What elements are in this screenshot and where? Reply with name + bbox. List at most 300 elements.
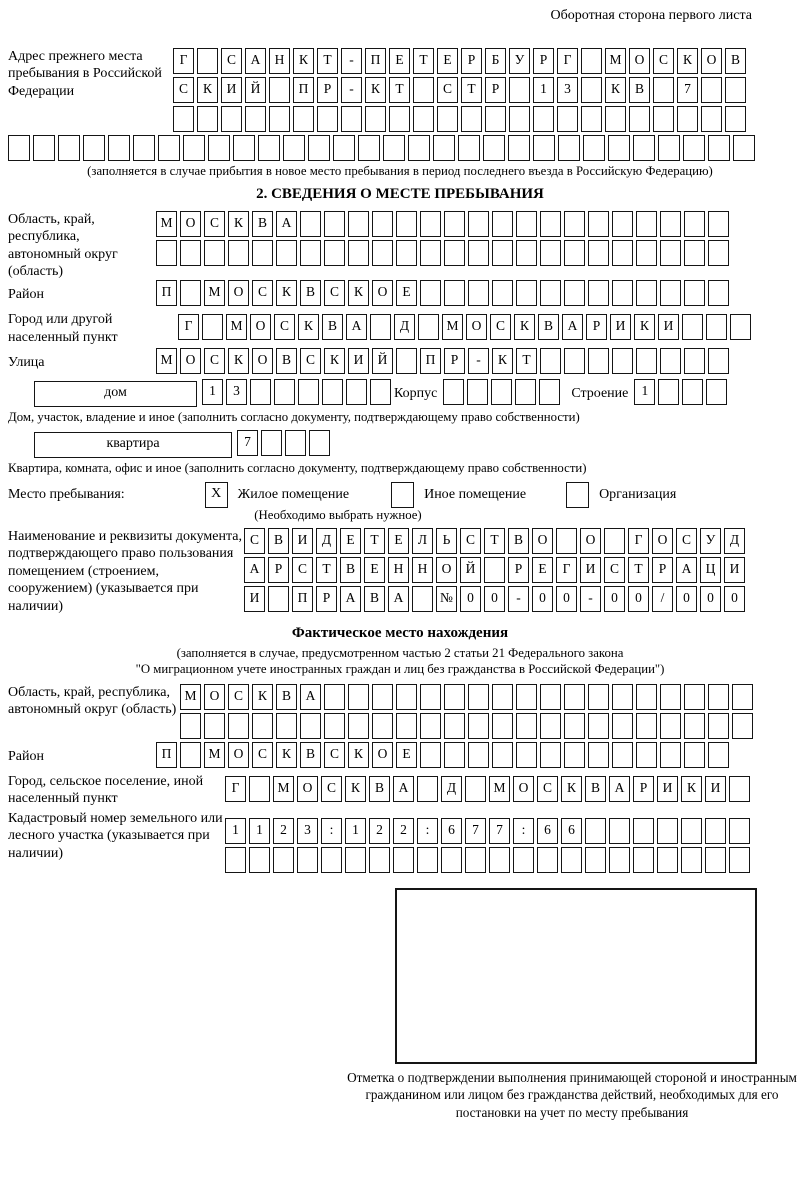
char-cell <box>317 106 338 132</box>
char-cell: А <box>300 684 321 710</box>
char-cell: К <box>293 48 314 74</box>
char-cell <box>564 211 585 237</box>
char-cell <box>492 742 513 768</box>
char-cell: К <box>365 77 386 103</box>
char-cell <box>348 713 369 739</box>
char-cell: В <box>300 742 321 768</box>
char-cell <box>564 240 585 266</box>
char-cell: К <box>228 348 249 374</box>
char-cell <box>261 430 282 456</box>
char-cell: П <box>156 280 177 306</box>
char-cell <box>533 106 554 132</box>
char-cell <box>629 106 650 132</box>
char-cell <box>636 280 657 306</box>
char-cell: Ц <box>700 557 721 583</box>
char-cell <box>588 240 609 266</box>
char-cell: С <box>321 776 342 802</box>
char-cell <box>420 240 441 266</box>
char-cell: Г <box>557 48 578 74</box>
char-cell <box>540 348 561 374</box>
char-cell <box>564 742 585 768</box>
char-cell <box>708 240 729 266</box>
char-cell: Р <box>444 348 465 374</box>
char-cell: 0 <box>604 586 625 612</box>
char-cell <box>701 106 722 132</box>
char-cell: К <box>324 348 345 374</box>
char-cell <box>233 135 255 161</box>
char-cell <box>245 106 266 132</box>
char-cell: - <box>508 586 529 612</box>
char-cell: С <box>292 557 313 583</box>
char-cell: А <box>393 776 414 802</box>
char-cell <box>108 135 130 161</box>
char-cell <box>180 742 201 768</box>
char-cell <box>221 106 242 132</box>
char-cell: К <box>634 314 655 340</box>
char-cell: С <box>204 211 225 237</box>
char-cell <box>408 135 430 161</box>
char-cell <box>556 528 577 554</box>
cadastre-label: Кадастровый номер земельного или лесного участка (указывается при наличии) <box>8 810 223 861</box>
stay-type-caption: (Необходимо выбрать нужное) <box>254 508 422 523</box>
char-cell <box>300 713 321 739</box>
prev-address-row-3 <box>173 106 749 132</box>
char-cell <box>396 713 417 739</box>
char-cell <box>561 847 582 873</box>
char-cell <box>444 240 465 266</box>
char-cell <box>682 314 703 340</box>
char-cell: 0 <box>460 586 481 612</box>
char-cell: А <box>676 557 697 583</box>
char-cell: 6 <box>537 818 558 844</box>
char-cell <box>684 742 705 768</box>
char-cell <box>605 106 626 132</box>
char-cell: А <box>244 557 265 583</box>
korpus-cells <box>443 379 563 405</box>
char-cell <box>681 818 702 844</box>
char-cell <box>708 684 729 710</box>
char-cell <box>588 742 609 768</box>
char-cell: А <box>562 314 583 340</box>
char-cell: И <box>610 314 631 340</box>
char-cell <box>444 713 465 739</box>
char-cell <box>706 379 727 405</box>
checkbox-residential: X <box>205 482 228 508</box>
char-cell <box>633 818 654 844</box>
char-cell <box>83 135 105 161</box>
char-cell <box>467 379 488 405</box>
char-cell <box>516 684 537 710</box>
char-cell: М <box>204 280 225 306</box>
char-cell: А <box>609 776 630 802</box>
char-cell <box>492 713 513 739</box>
district-block <box>8 280 792 309</box>
char-cell: У <box>700 528 721 554</box>
char-cell <box>484 557 505 583</box>
char-cell <box>413 77 434 103</box>
cadastre-block <box>8 810 792 876</box>
district-label: Район <box>8 287 44 303</box>
char-cell: А <box>276 211 297 237</box>
char-cell <box>389 106 410 132</box>
char-cell <box>348 211 369 237</box>
char-cell <box>516 280 537 306</box>
char-cell: В <box>725 48 746 74</box>
char-cell: Р <box>485 77 506 103</box>
char-cell <box>540 742 561 768</box>
char-cell <box>708 211 729 237</box>
char-cell: М <box>442 314 463 340</box>
district-row <box>156 280 732 306</box>
char-cell: В <box>340 557 361 583</box>
char-cell: И <box>348 348 369 374</box>
char-cell: О <box>532 528 553 554</box>
char-cell <box>588 713 609 739</box>
char-cell <box>725 106 746 132</box>
char-cell <box>396 211 417 237</box>
char-cell: 3 <box>557 77 578 103</box>
char-cell: Д <box>394 314 415 340</box>
char-cell: В <box>585 776 606 802</box>
char-cell <box>660 684 681 710</box>
char-cell: Т <box>413 48 434 74</box>
stroenie-cells <box>634 379 730 405</box>
char-cell <box>588 211 609 237</box>
char-cell <box>516 742 537 768</box>
region-row-1 <box>156 211 732 237</box>
char-cell: М <box>605 48 626 74</box>
char-cell <box>537 847 558 873</box>
char-cell: 6 <box>561 818 582 844</box>
char-cell <box>412 586 433 612</box>
char-cell <box>324 211 345 237</box>
char-cell: С <box>490 314 511 340</box>
char-cell <box>308 135 330 161</box>
char-cell <box>204 713 225 739</box>
char-cell <box>208 135 230 161</box>
char-cell: О <box>466 314 487 340</box>
char-cell <box>228 240 249 266</box>
char-cell <box>461 106 482 132</box>
char-cell <box>268 586 289 612</box>
house-field-box: дом <box>34 381 197 407</box>
char-cell: С <box>274 314 295 340</box>
char-cell <box>660 240 681 266</box>
section2-title: 2. СВЕДЕНИЯ О МЕСТЕ ПРЕБЫВАНИЯ <box>256 185 544 202</box>
char-cell: И <box>657 776 678 802</box>
char-cell <box>653 77 674 103</box>
char-cell: Р <box>268 557 289 583</box>
char-cell <box>252 240 273 266</box>
char-cell <box>285 430 306 456</box>
char-cell: С <box>252 280 273 306</box>
char-cell: С <box>437 77 458 103</box>
option-other-premises-label: Иное помещение <box>424 486 527 502</box>
char-cell: В <box>276 348 297 374</box>
char-cell: С <box>221 48 242 74</box>
char-cell <box>684 240 705 266</box>
char-cell <box>225 847 246 873</box>
char-cell <box>437 106 458 132</box>
char-cell <box>370 379 391 405</box>
char-cell <box>492 684 513 710</box>
char-cell: А <box>388 586 409 612</box>
char-cell: К <box>197 77 218 103</box>
char-cell <box>489 847 510 873</box>
char-cell <box>539 379 560 405</box>
actual-location-title: Фактическое место нахождения <box>291 625 509 642</box>
char-cell: К <box>228 211 249 237</box>
char-cell <box>585 818 606 844</box>
char-cell <box>298 379 319 405</box>
stay-type-label: Место пребывания: <box>8 486 125 502</box>
char-cell <box>705 818 726 844</box>
char-cell: Г <box>225 776 246 802</box>
char-cell: : <box>513 818 534 844</box>
char-cell <box>8 135 30 161</box>
char-cell: В <box>369 776 390 802</box>
char-cell <box>58 135 80 161</box>
actual-region-row-1 <box>180 684 756 710</box>
char-cell <box>658 379 679 405</box>
char-cell <box>418 314 439 340</box>
apartment-block <box>8 430 792 459</box>
char-cell: С <box>204 348 225 374</box>
char-cell <box>636 684 657 710</box>
char-cell <box>444 684 465 710</box>
actual-region-block <box>8 684 792 742</box>
char-cell <box>509 77 530 103</box>
char-cell <box>681 847 702 873</box>
char-cell <box>604 528 625 554</box>
char-cell <box>202 314 223 340</box>
char-cell <box>636 240 657 266</box>
actual-region-cells <box>180 684 756 742</box>
char-cell: - <box>341 77 362 103</box>
char-cell <box>588 280 609 306</box>
char-cell: Е <box>364 557 385 583</box>
char-cell <box>508 135 530 161</box>
char-cell <box>581 77 602 103</box>
char-cell: М <box>204 742 225 768</box>
char-cell <box>609 847 630 873</box>
char-cell: М <box>226 314 247 340</box>
char-cell <box>730 314 751 340</box>
char-cell: Л <box>412 528 433 554</box>
char-cell <box>420 713 441 739</box>
char-cell <box>297 847 318 873</box>
document-cells <box>244 528 748 615</box>
char-cell <box>180 240 201 266</box>
char-cell: 7 <box>237 430 258 456</box>
char-cell: И <box>724 557 745 583</box>
char-cell <box>468 240 489 266</box>
city-row <box>178 314 754 340</box>
char-cell <box>468 713 489 739</box>
char-cell: С <box>537 776 558 802</box>
char-cell: 1 <box>249 818 270 844</box>
char-cell <box>540 280 561 306</box>
char-cell <box>372 240 393 266</box>
char-cell <box>333 135 355 161</box>
char-cell <box>346 379 367 405</box>
char-cell: Д <box>724 528 745 554</box>
char-cell: 0 <box>676 586 697 612</box>
document-row-1 <box>244 528 748 554</box>
char-cell <box>443 379 464 405</box>
char-cell <box>417 776 438 802</box>
char-cell: О <box>436 557 457 583</box>
house-number-cells <box>202 379 394 405</box>
char-cell: С <box>653 48 674 74</box>
char-cell: - <box>580 586 601 612</box>
char-cell: О <box>228 742 249 768</box>
char-cell: М <box>156 348 177 374</box>
char-cell: Р <box>461 48 482 74</box>
char-cell: В <box>322 314 343 340</box>
char-cell <box>708 135 730 161</box>
char-cell <box>324 713 345 739</box>
char-cell <box>660 211 681 237</box>
char-cell: С <box>604 557 625 583</box>
char-cell <box>269 77 290 103</box>
char-cell <box>533 135 555 161</box>
char-cell <box>705 847 726 873</box>
char-cell <box>133 135 155 161</box>
char-cell <box>372 211 393 237</box>
char-cell: Й <box>372 348 393 374</box>
region-label: Область, край, республика, автономный округ (область) <box>8 211 118 280</box>
char-cell: : <box>417 818 438 844</box>
char-cell: 6 <box>441 818 462 844</box>
char-cell <box>732 713 753 739</box>
char-cell: П <box>156 742 177 768</box>
char-cell <box>684 348 705 374</box>
char-cell: К <box>514 314 535 340</box>
confirmation-stamp-note: Отметка о подтверждении выполнения принимающей стороной и иностранным гражданином или лицом без гражданства действий, необходимых для его постановки на учет по месту пребывания <box>347 1069 797 1120</box>
char-cell <box>585 847 606 873</box>
apartment-field-box: квартира <box>34 432 232 458</box>
char-cell <box>396 348 417 374</box>
actual-district-block <box>8 742 792 771</box>
char-cell <box>420 684 441 710</box>
char-cell <box>612 240 633 266</box>
char-cell: К <box>561 776 582 802</box>
char-cell <box>612 713 633 739</box>
char-cell: В <box>508 528 529 554</box>
char-cell: К <box>345 776 366 802</box>
char-cell <box>657 847 678 873</box>
char-cell <box>33 135 55 161</box>
city-block <box>8 311 792 346</box>
document-row-2 <box>244 557 748 583</box>
apartment-cells <box>237 430 333 456</box>
char-cell <box>684 211 705 237</box>
char-cell <box>583 135 605 161</box>
char-cell <box>732 684 753 710</box>
char-cell <box>658 135 680 161</box>
char-cell: 1 <box>202 379 223 405</box>
actual-district-label: Район <box>8 748 44 764</box>
actual-location-caption-2: "О миграционном учете иностранных граждан и лиц без гражданства в Российской Федерации") <box>135 662 665 677</box>
char-cell <box>417 847 438 873</box>
char-cell: 0 <box>484 586 505 612</box>
char-cell <box>358 135 380 161</box>
char-cell <box>183 135 205 161</box>
confirmation-stamp-box <box>395 888 757 1064</box>
char-cell: О <box>372 742 393 768</box>
char-cell: О <box>180 211 201 237</box>
char-cell <box>348 240 369 266</box>
prev-address-row-1 <box>173 48 749 74</box>
char-cell <box>420 280 441 306</box>
char-cell: О <box>180 348 201 374</box>
char-cell: Е <box>532 557 553 583</box>
char-cell: Е <box>340 528 361 554</box>
region-cells <box>156 211 732 269</box>
char-cell: Б <box>485 48 506 74</box>
char-cell <box>483 135 505 161</box>
char-cell: Е <box>388 528 409 554</box>
actual-city-row <box>225 776 753 802</box>
char-cell <box>729 776 750 802</box>
char-cell: В <box>276 684 297 710</box>
document-block <box>8 528 792 615</box>
char-cell <box>653 106 674 132</box>
char-cell <box>708 742 729 768</box>
char-cell <box>564 348 585 374</box>
char-cell <box>657 818 678 844</box>
char-cell: 2 <box>273 818 294 844</box>
char-cell <box>492 280 513 306</box>
char-cell <box>588 348 609 374</box>
house-caption: Дом, участок, владение и иное (заполнить согласно документу, подтверждающему право собственности) <box>8 410 580 425</box>
char-cell: 0 <box>532 586 553 612</box>
char-cell <box>581 48 602 74</box>
char-cell: К <box>348 742 369 768</box>
prev-address-row-2 <box>173 77 749 103</box>
char-cell: П <box>292 586 313 612</box>
char-cell: М <box>180 684 201 710</box>
char-cell: 2 <box>369 818 390 844</box>
char-cell <box>465 847 486 873</box>
char-cell <box>365 106 386 132</box>
house-block <box>8 379 792 408</box>
char-cell: 1 <box>533 77 554 103</box>
char-cell <box>564 684 585 710</box>
char-cell: В <box>629 77 650 103</box>
char-cell: 0 <box>628 586 649 612</box>
char-cell <box>540 211 561 237</box>
char-cell: И <box>221 77 242 103</box>
char-cell: К <box>348 280 369 306</box>
char-cell <box>441 847 462 873</box>
char-cell <box>581 106 602 132</box>
char-cell: П <box>420 348 441 374</box>
char-cell: Р <box>652 557 673 583</box>
char-cell: О <box>701 48 722 74</box>
option-residential-label: Жилое помещение <box>237 486 350 502</box>
char-cell <box>249 776 270 802</box>
street-block <box>8 348 792 377</box>
char-cell: М <box>273 776 294 802</box>
char-cell: Р <box>533 48 554 74</box>
char-cell: О <box>372 280 393 306</box>
korpus-label: Корпус <box>394 385 438 401</box>
char-cell <box>300 211 321 237</box>
street-row <box>156 348 732 374</box>
char-cell: 7 <box>465 818 486 844</box>
